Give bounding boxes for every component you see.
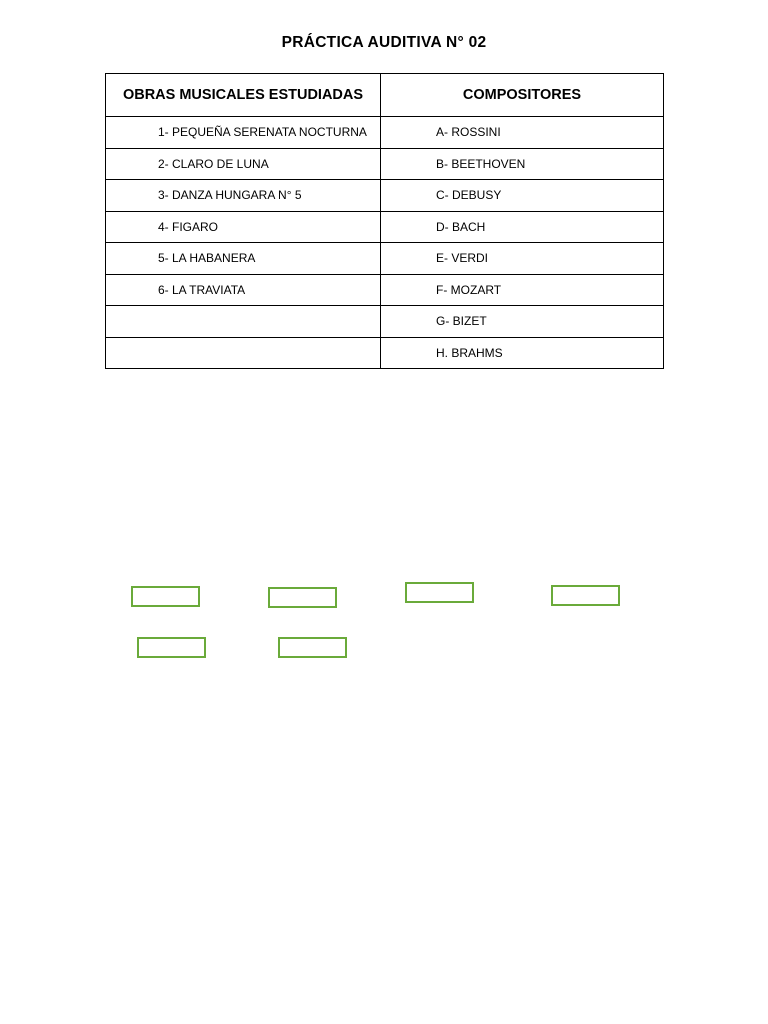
work-cell-empty [106, 337, 381, 369]
composer-cell: C- DEBUSY [381, 180, 664, 212]
work-cell: 6- LA TRAVIATA [106, 274, 381, 306]
answer-box-4[interactable] [551, 585, 620, 606]
table-header-row [106, 74, 664, 117]
table-row [106, 148, 664, 180]
work-cell: 4- FIGARO [106, 211, 381, 243]
header-works: OBRAS MUSICALES ESTUDIADAS [106, 74, 381, 117]
table-row [106, 337, 664, 369]
table-row [106, 274, 664, 306]
table-row [106, 306, 664, 338]
table-row [106, 211, 664, 243]
work-cell: 1- PEQUEÑA SERENATA NOCTURNA [106, 117, 381, 149]
table-row [106, 243, 664, 275]
answer-box-5[interactable] [137, 637, 206, 658]
composer-cell: A- ROSSINI [381, 117, 664, 149]
work-cell: 5- LA HABANERA [106, 243, 381, 275]
table-row [106, 180, 664, 212]
works-composers-table [105, 73, 664, 369]
page-title: PRÁCTICA AUDITIVA N° 02 [281, 34, 487, 51]
work-cell-empty [106, 306, 381, 338]
work-cell: 2- CLARO DE LUNA [106, 148, 381, 180]
composer-cell: G- BIZET [381, 306, 664, 338]
header-composers: COMPOSITORES [381, 74, 664, 117]
answer-box-3[interactable] [405, 582, 474, 603]
table-row [106, 117, 664, 149]
work-cell: 3- DANZA HUNGARA N° 5 [106, 180, 381, 212]
composer-cell: E- VERDI [381, 243, 664, 275]
answer-box-2[interactable] [268, 587, 337, 608]
composer-cell: D- BACH [381, 211, 664, 243]
composer-cell: H. BRAHMS [381, 337, 664, 369]
composer-cell: F- MOZART [381, 274, 664, 306]
composer-cell: B- BEETHOVEN [381, 148, 664, 180]
answer-box-6[interactable] [278, 637, 347, 658]
answer-box-1[interactable] [131, 586, 200, 607]
